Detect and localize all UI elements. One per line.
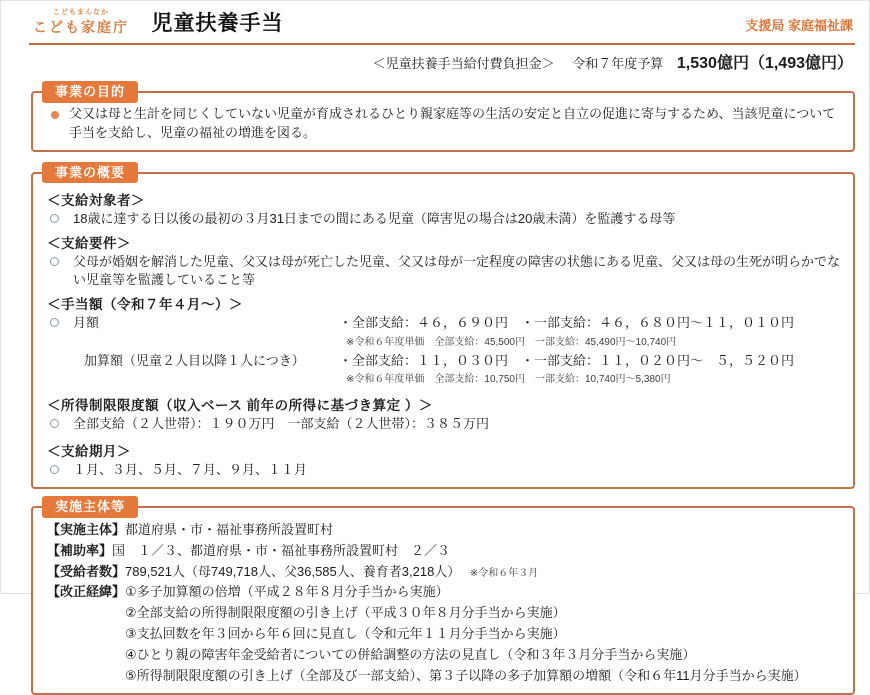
condition-heading: ＜支給要件＞: [47, 235, 131, 251]
purpose-badge: 事業の目的: [42, 81, 138, 103]
months-row: [47, 461, 843, 480]
logo-name: こども家庭庁: [33, 19, 129, 35]
agency-logo: [29, 7, 133, 37]
recipients-row: [47, 562, 843, 583]
purpose-box: [31, 84, 855, 152]
months-heading: ＜支給期月＞: [47, 444, 131, 460]
logo-slogan: こどもまんなか: [53, 9, 109, 16]
addition-note: ※令和６年度単価 全部支給：10,750円 一部支給：10,740円～5,380円: [346, 374, 671, 386]
recipients-value: [125, 562, 843, 583]
amount-heading: ＜手当額（令和７年４月～）＞: [47, 297, 243, 313]
recipients-note: ※令和６年３月: [469, 567, 539, 579]
overview-badge: 事業の概要: [42, 162, 138, 184]
subsidy-row: [47, 541, 843, 562]
income-heading: ＜所得制限限度額（収入ベース 前年の所得に基づき算定 ）＞: [47, 398, 433, 414]
subsidy-value: 国 １／３、都道府県・市・福祉事務所設置町村 ２／３: [112, 542, 451, 558]
history-item: ④ひとり親の障害年金受給者についての併給調整の方法の見直し（令和３年３月分手当から実施）: [125, 646, 696, 662]
addition-label: 加算額（児童２人目以降１人につき）: [84, 352, 305, 368]
history-item: ①多子加算額の倍増（平成２８年８月分手当から実施）: [125, 584, 449, 600]
implementation-box: [31, 499, 855, 695]
circle-bullet-icon: [50, 257, 59, 266]
income-text: 全部支給（２人世帯）：１９０万円 一部支給（２人世帯）：３８５万円: [73, 416, 490, 432]
history-list: [125, 582, 843, 686]
history-item: ②全部支給の所得制限限度額の引き上げ（平成３０年８月分手当から実施）: [125, 605, 566, 621]
page-title: 児童扶養手当: [151, 12, 284, 35]
implementer-label: 【実施主体】: [47, 522, 126, 537]
implementer-row: [47, 520, 843, 541]
circle-bullet-icon: [50, 214, 59, 223]
addition-amount-cell: [339, 352, 843, 389]
addition-amounts: ・全部支給：１１，０３０円 ・一部支給：１１，０２０円～ ５，５２０円: [339, 352, 795, 368]
subsidy-label: 【補助率】: [47, 542, 113, 558]
condition-text: 父母が婚姻を解消した児童、父又は母が死亡した児童、父又は母が一定程度の障害の状態にある児童、父又は母の生死が明らかでない児童等を監護していること等: [73, 253, 841, 288]
department-label: 支援局 家庭福祉課: [745, 18, 853, 33]
history-row: [47, 582, 843, 686]
monthly-amount-cell: [339, 314, 843, 351]
monthly-note: ※令和６年度単価 全部支給：45,500円 一部支給：45,490円～10,740円: [346, 336, 677, 348]
monthly-label-cell: [47, 314, 339, 333]
implementation-badge: 実施主体等: [42, 496, 138, 518]
condition-row: [47, 253, 843, 291]
budget-year: 令和７年度予算: [572, 56, 664, 71]
monthly-amounts: ・全部支給：４６，６９０円 ・一部支給：４６，６８０円～１１，０１０円: [339, 315, 795, 331]
circle-bullet-icon: [50, 465, 59, 474]
income-row: [47, 415, 843, 434]
target-row: [47, 210, 843, 229]
target-heading: ＜支給対象者＞: [47, 192, 145, 208]
overview-box: [31, 164, 855, 489]
history-item: ⑤所得制限限度額の引き上げ（全部及び一部支給）、第３子以降の多子加算額の増額（令和６年11月分手当から実施）: [125, 667, 807, 683]
purpose-text: 父又は母と生計を同じくしていない児童が育成されるひとり親家庭等の生活の安定と自立の促進に寄与するため、当該児童について手当を支給し、児童の福祉の増進を図る。: [69, 106, 836, 140]
budget-line: [1, 45, 869, 75]
header: [1, 1, 869, 41]
budget-label: ＜児童扶養手当給付費負担金＞: [372, 56, 555, 71]
implementer-value: 都道府県・市・福祉事務所設置町村: [125, 522, 334, 537]
circle-bullet-icon: [50, 419, 59, 428]
recipients-label: 【受給者数】: [47, 563, 126, 579]
months-text: １月、３月、５月、７月、９月、１１月: [73, 462, 308, 478]
monthly-label: 月額: [73, 315, 100, 331]
addition-amount-row: [47, 352, 843, 389]
target-text: 18歳に達する日以後の最初の３月31日までの間にある児童（障害児の場合は20歳未満）を監護する母等: [73, 210, 676, 226]
purpose-row: [47, 105, 843, 143]
history-label: 【改正経緯】: [47, 584, 126, 600]
addition-label-cell: [47, 352, 339, 371]
circle-bullet-icon: [50, 318, 59, 327]
monthly-amount-row: [47, 314, 843, 351]
budget-amount: 1,530億円（1,493億円）: [676, 55, 853, 72]
recipients-number: 789,521人（母749,718人、父36,585人、養育者3,218人）: [125, 563, 461, 579]
history-item: ③支払回数を年３回から年６回に見直し（令和元年１１月分手当から実施）: [125, 625, 566, 641]
bullet-dot-icon: [51, 111, 59, 119]
